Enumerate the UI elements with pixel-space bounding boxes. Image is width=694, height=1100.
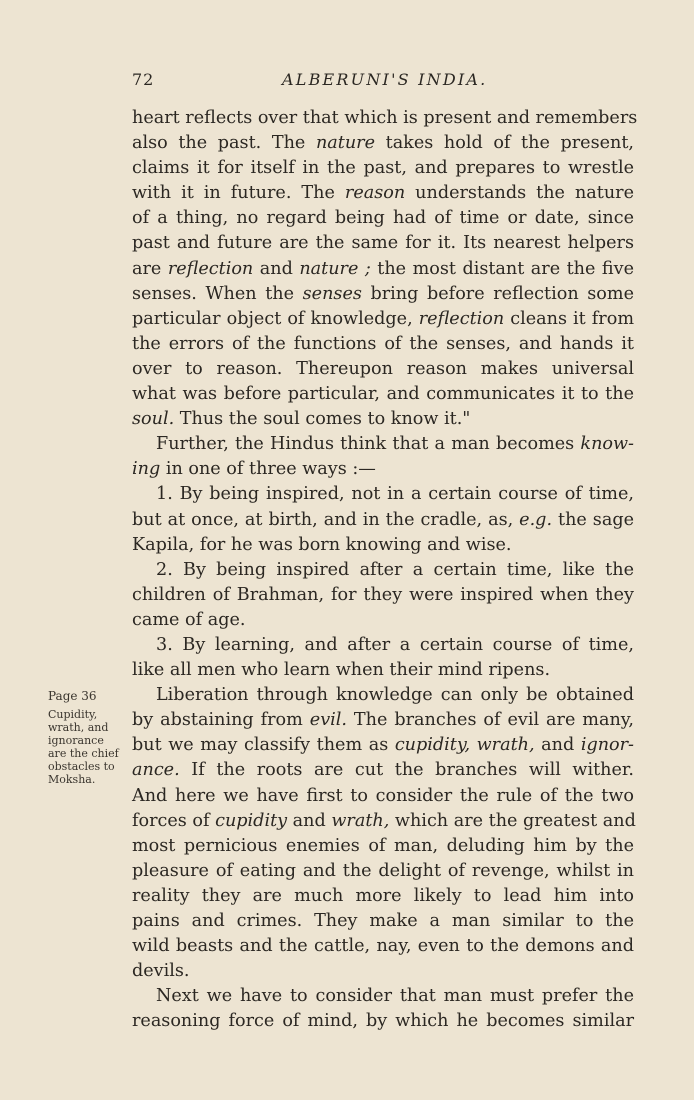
text-line (132, 482, 634, 507)
text-run: Liberation through knowledge can only be obtained (156, 685, 634, 706)
text-run: over to reason. Thereupon reason makes universal (132, 358, 634, 379)
text-run: Thus the soul comes to know it." (174, 409, 471, 430)
text-run: reality they are much more likely to lead him into (132, 885, 634, 906)
text-run: of a thing, no regard being had of time or date, since (132, 208, 634, 229)
text-run: 3. By learning, and after a certain course of time, (156, 634, 634, 655)
text-line (132, 332, 634, 357)
text-line (132, 708, 634, 733)
text-run: which are the greatest and (389, 810, 636, 831)
text-run: 1. By being inspired, not in a certain course of time, (156, 484, 634, 505)
text-run: the most distant are the five (370, 258, 634, 279)
italic-text: cupidity (215, 810, 288, 831)
text-run: Further, the Hindus think that a man becomes (156, 434, 581, 455)
text-run: children of Brahman, for they were inspired when they (132, 584, 634, 605)
text-run: claims it for itself in the past, and prepares to wrestle (132, 158, 634, 179)
text-line (132, 1009, 634, 1034)
italic-text: e.g. (519, 509, 553, 530)
text-run: but we may classify them as (132, 735, 395, 756)
margin-note-line: Moksha. (48, 773, 96, 786)
text-run: are (132, 258, 168, 279)
text-run: and (287, 810, 332, 831)
text-line (132, 307, 634, 332)
text-line (132, 683, 634, 708)
text-run: but at once, at birth, and in the cradle, as, (132, 509, 520, 530)
italic-text: reflection (418, 308, 505, 329)
text-run: understands the nature (405, 183, 635, 204)
text-line (132, 407, 634, 432)
text-run: the errors of the functions of the senses, and hands it (132, 333, 634, 354)
text-run: also the past. The (132, 133, 316, 154)
italic-text: wrath, (331, 810, 390, 831)
text-run: in one of three ways :— (160, 459, 376, 480)
text-line (132, 658, 634, 683)
italic-text: reflection (167, 258, 254, 279)
italic-text: ignor- (580, 735, 634, 756)
text-line (132, 382, 634, 407)
italic-text: know- (580, 434, 634, 455)
margin-note-line: obstacles to (48, 760, 115, 773)
text-run: reasoning force of mind, by which he becomes similar (132, 1011, 634, 1032)
text-line (132, 282, 634, 307)
text-run: wild beasts and the cattle, nay, even to the demons and (132, 936, 634, 957)
text-run: past and future are the same for it. Its nearest helpers (132, 233, 634, 254)
text-run: bring before reflection some (361, 283, 634, 304)
text-run: what was before particular, and communicates it to the (132, 384, 634, 405)
text-line (132, 357, 634, 382)
italic-text: nature (315, 133, 375, 154)
italic-text: nature ; (299, 258, 371, 279)
text-line (132, 633, 634, 658)
text-run: senses. When the (132, 283, 303, 304)
text-run: pains and crimes. They make a man similar to the (132, 911, 634, 931)
margin-page-reference: Page 36 (48, 689, 97, 703)
text-line (132, 181, 634, 206)
text-line (132, 859, 634, 884)
text-line (132, 231, 634, 256)
text-run: The branches of evil are many, (346, 710, 635, 731)
italic-text: ing (132, 459, 161, 480)
page-number: 72 (132, 70, 155, 89)
margin-note-line: ignorance (48, 734, 104, 747)
text-run: came of age. (132, 609, 246, 630)
text-line (132, 758, 634, 783)
text-line (132, 156, 634, 181)
text-run: by abstaining from (132, 710, 310, 731)
margin-note-line: wrath, and (48, 721, 109, 734)
italic-text: ance. (132, 760, 180, 781)
italic-text: evil. (309, 710, 347, 731)
text-line (132, 583, 634, 608)
text-line (132, 558, 634, 583)
text-line (132, 733, 634, 758)
text-line (132, 608, 634, 633)
text-run: like all men who learn when their mind ripens. (132, 660, 551, 681)
text-run: pleasure of eating and the delight of revenge, whilst in (132, 860, 634, 881)
text-line (132, 784, 634, 809)
text-line (132, 884, 634, 909)
text-run: If the roots are cut the branches will wither. (179, 760, 634, 781)
body-text (132, 106, 638, 1034)
text-run: takes hold of the present, (375, 133, 635, 154)
text-line (132, 106, 638, 131)
italic-text: senses (302, 283, 362, 304)
text-run: devils. (132, 961, 190, 982)
text-run: and (534, 735, 581, 756)
margin-note (48, 688, 128, 786)
text-run: Kapila, for he was born knowing and wise. (132, 534, 512, 555)
text-run: heart reflects over that which is present and remembers (132, 108, 638, 128)
italic-text: soul. (132, 409, 175, 430)
text-line (132, 257, 634, 282)
text-line (132, 457, 634, 482)
text-line (132, 834, 634, 859)
text-run: the sage (552, 509, 634, 530)
running-head: ALBERUNI'S INDIA. (282, 70, 488, 89)
text-line (132, 909, 634, 934)
text-line (132, 959, 634, 984)
text-run: forces of (132, 810, 216, 831)
text-run: particular object of knowledge, (132, 308, 419, 329)
text-line (132, 984, 634, 1009)
text-run: with it in future. The (132, 183, 345, 204)
italic-text: reason (344, 183, 406, 204)
text-line (132, 432, 634, 457)
text-line (132, 508, 634, 533)
text-run: most pernicious enemies of man, deluding him by the (132, 835, 634, 856)
text-line (132, 206, 634, 231)
page-header (132, 70, 634, 94)
text-run: Next we have to consider that man must prefer the (156, 986, 634, 1007)
italic-text: cupidity, wrath, (394, 735, 535, 756)
text-run: And here we have first to consider the rule of the two (132, 785, 634, 806)
text-line (132, 131, 634, 156)
text-line (132, 809, 634, 834)
text-run: and (253, 258, 300, 279)
margin-note-line: are the chief (48, 747, 119, 760)
text-run: 2. By being inspired after a certain time, like the (156, 559, 634, 580)
text-line (132, 934, 634, 959)
text-run: cleans it from (504, 308, 634, 329)
text-line (132, 533, 634, 558)
margin-note-line: Cupidity, (48, 708, 98, 721)
